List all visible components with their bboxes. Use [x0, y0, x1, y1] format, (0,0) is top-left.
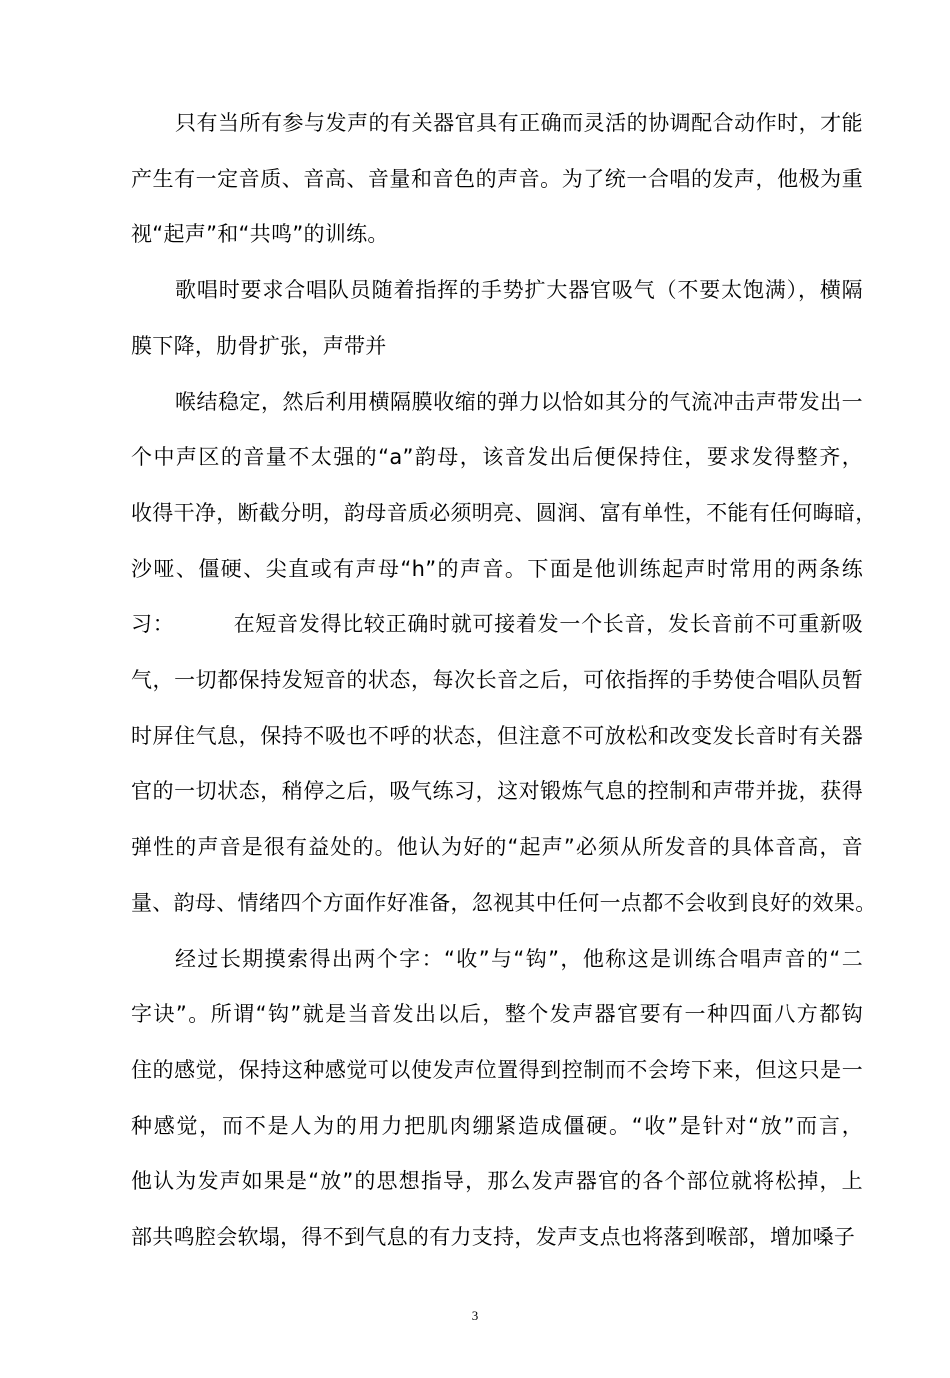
text-line: 喉结稳定，然后利用横隔膜收缩的弹力以恰如其分的气流冲击声带发出一: [175, 389, 863, 414]
text-line: 字诀”。所谓“钩”就是当音发出以后，整个发声器官要有一种四面八方都钩: [131, 1002, 863, 1027]
text-line: 收得干净，断截分明，韵母音质必须明亮、圆润、富有单性，不能有任何晦暗，: [131, 500, 877, 525]
paragraph: [131, 96, 863, 263]
text-line: 产生有一定音质、音高、音量和音色的声音。为了统一合唱的发声，他极为重: [131, 166, 863, 191]
text-line: 时屏住气息，保持不吸也不呼的状态，但注意不可放松和改变发长音时有关器: [131, 723, 863, 748]
text-line: 经过长期摸索得出两个字：“收”与“钩”，他称这是训练合唱声音的“二: [175, 946, 863, 971]
text-line: 住的感觉，保持这种感觉可以使发声位置得到控制而不会垮下来，但这只是一: [131, 1057, 863, 1082]
text-line: 歌唱时要求合唱队员随着指挥的手势扩大器官吸气（不要太饱满），横隔: [175, 278, 863, 303]
paragraph: [131, 932, 863, 1266]
text-line: 视“起声”和“共鸣”的训练。: [131, 222, 389, 247]
page-number: 3: [471, 1308, 479, 1323]
document-body: [131, 96, 877, 1266]
text-line: 部共鸣腔会软塌，得不到气息的有力支持，发声支点也将落到喉部，增加嗓子: [131, 1225, 856, 1250]
text-line: 弹性的声音是很有益处的。他认为好的“起声”必须从所发音的具体音高，音: [131, 835, 863, 860]
text-line: 气，一切都保持发短音的状态，每次长音之后，可依指挥的手势使合唱队员暂: [131, 668, 863, 693]
text-line: 种感觉，而不是人为的用力把肌肉绷紧造成僵硬。“收”是针对“放”而言，: [131, 1113, 863, 1138]
text-line: 膜下降，肋骨扩张，声带并: [131, 333, 387, 358]
text-line: 沙哑、僵硬、尖直或有声母“h”的声音。下面是他训练起声时常用的两条练: [131, 556, 863, 581]
text-line: 个中声区的音量不太强的“a”韵母，该音发出后便保持住，要求发得整齐，: [131, 445, 863, 470]
paragraph: [131, 263, 863, 374]
text-line: 他认为发声如果是“放”的思想指导，那么发声器官的各个部位就将松掉，上: [131, 1169, 863, 1194]
text-line: 只有当所有参与发声的有关器官具有正确而灵活的协调配合动作时，才能: [175, 111, 863, 135]
text-line: 习： 在短音发得比较正确时就可接着发一个长音，发长音前不可重新吸: [131, 612, 863, 637]
paragraph: [131, 375, 877, 932]
text-line: 量、韵母、情绪四个方面作好准备，忽视其中任何一点都不会收到良好的效果。: [131, 890, 877, 915]
text-line: 官的一切状态，稍停之后，吸气练习，这对锻炼气息的控制和声带并拢，获得: [131, 779, 863, 804]
